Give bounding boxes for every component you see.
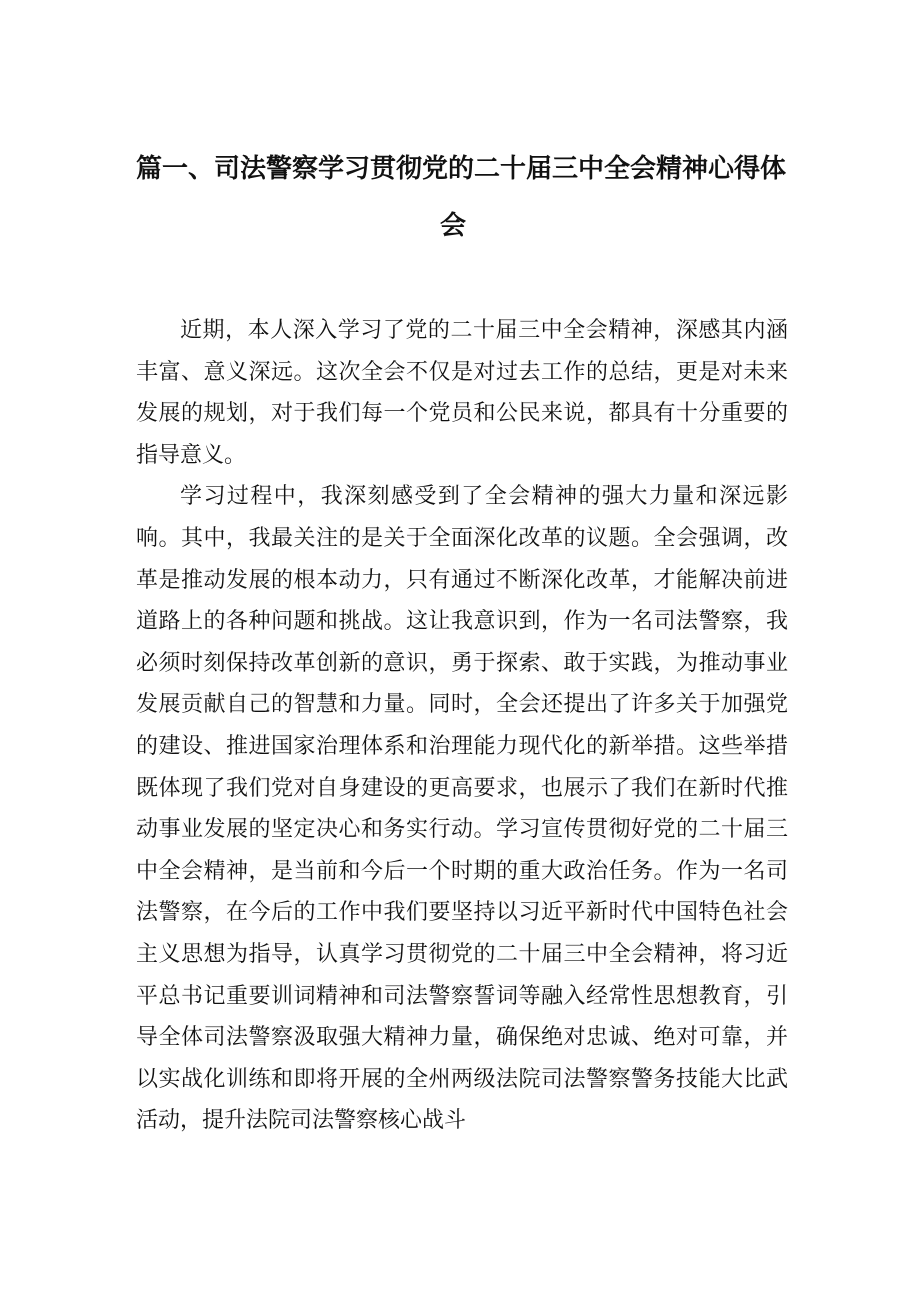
paragraph-2: 学习过程中，我深刻感受到了全会精神的强大力量和深远影响。其中，我最关注的是关于全面深化改革的议题。全会强调，改革是推动发展的根本动力，只有通过不断深化改革，才能解决前进道路上的各种问题和挑战。这让我意识到，作为一名司法警察，我必须时刻保持改革创新的意识，勇于探索、敢于实践，为推动事业发展贡献自己的智慧和力量。同时，全会还提出了许多关于加强党的建设、推进国家治理体系和治理能力现代化的新举措。这些举措既体现了我们党对自身建设的更高要求，也展示了我们在新时代推动事业发展的坚定决心和务实行动。学习宣传贯彻好党的二十届三中全会精神，是当前和今后一个时期的重大政治任务。作为一名司法警察，在今后的工作中我们要坚持以习近平新时代中国特色社会主义思想为指导，认真学习贯彻党的二十届三中全会精神，将习近平总书记重要训词精神和司法警察誓词等融入经常性思想教育，引导全体司法警察汲取强大精神力量，确保绝对忠诚、绝对可靠，并以实战化训练和即将开展的全州两级法院司法警察警务技能大比武活动，提升法院司法警察核心战斗 — [136, 484, 788, 1134]
paragraph-1: 近期，本人深入学习了党的二十届三中全会精神，深感其内涵丰富、意义深远。这次全会不仅是对过去工作的总结，更是对未来发展的规划，对于我们每一个党员和公民来说，都具有十分重要的指导意义。 — [136, 318, 788, 468]
document-body — [136, 310, 788, 1142]
document-title-line-2: 会 — [440, 211, 467, 241]
document-title-line-1: 篇一、司法警察学习贯彻党的二十届三中全会精神心得体 — [136, 154, 787, 184]
